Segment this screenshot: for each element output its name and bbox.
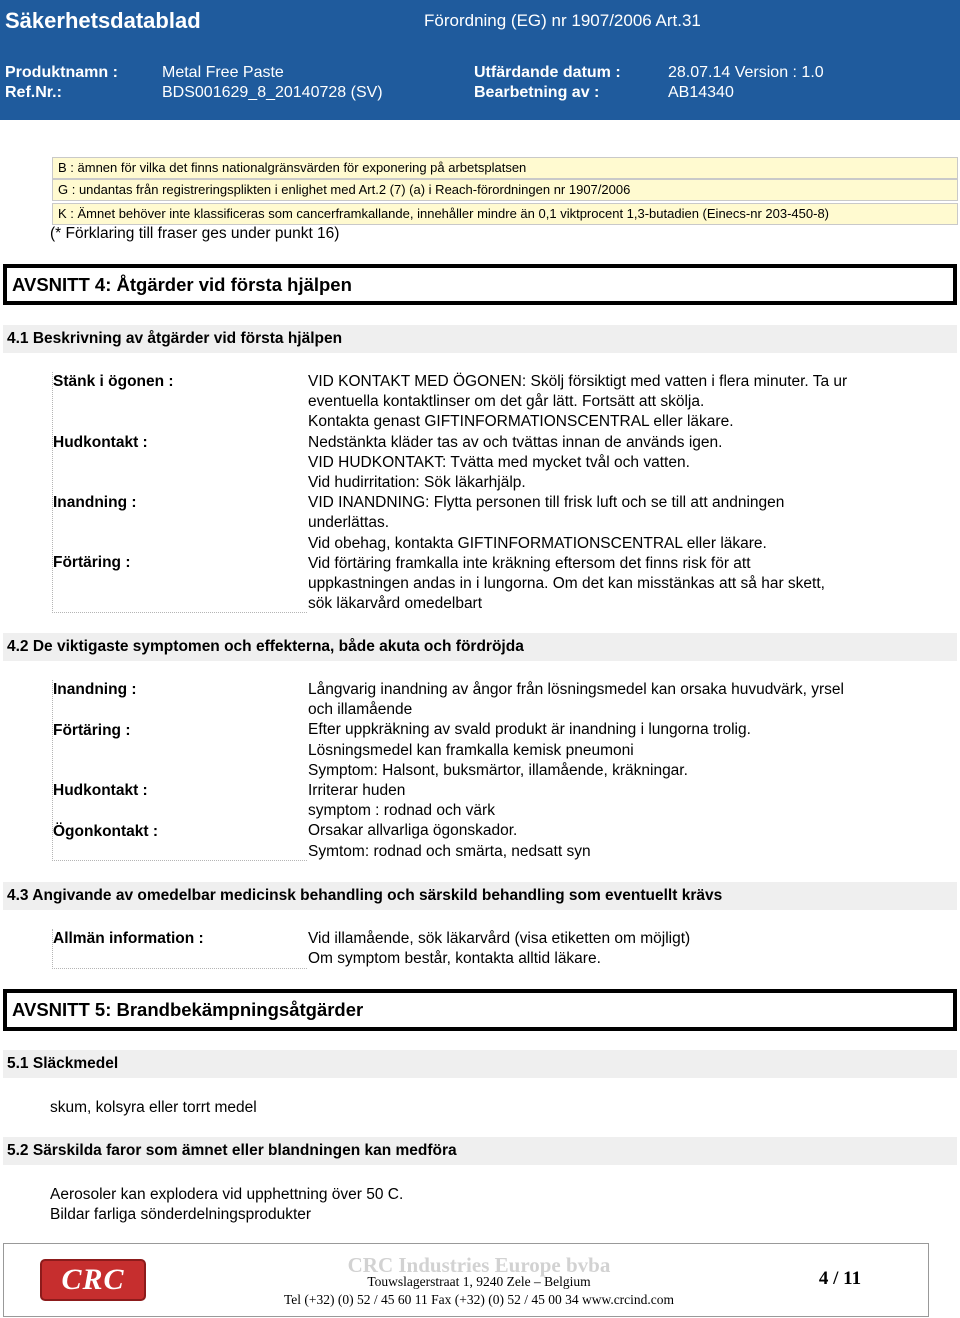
- general-info-label: Allmän information :: [53, 930, 204, 947]
- text-line: sök läkarvård omedelbart: [308, 595, 483, 613]
- company-address: Touwslagerstraat 1, 9240 Zele – Belgium: [367, 1274, 591, 1289]
- subsection-4-2-heading: 4.2 De viktigaste symptomen och effekterna, både akuta och fördröjda: [3, 633, 957, 661]
- skin-contact-label: Hudkontakt :: [53, 434, 148, 451]
- section-4-heading: AVSNITT 4: Åtgärder vid första hjälpen: [3, 264, 957, 305]
- text-line: Symtom: rodnad och smärta, nedsatt syn: [308, 842, 591, 860]
- subsection-4-1-heading: 4.1 Beskrivning av åtgärder vid första hjälpen: [3, 325, 957, 353]
- text-line: Lösningsmedel kan framkalla kemisk pneumoni: [308, 741, 634, 759]
- crc-logo: CRC: [40, 1259, 146, 1301]
- eye-contact-label: Stänk i ögonen :: [53, 373, 174, 390]
- medical-treatment: [308, 929, 690, 969]
- text-line: VID KONTAKT MED ÖGONEN: Skölj försiktigt med vatten i flera minuter. Ta ur: [308, 373, 848, 390]
- document-title: Säkerhetsdatablad: [5, 8, 201, 33]
- legend-note: (* Förklaring till fraser ges under punkt 16): [50, 225, 340, 242]
- text-line: Bildar farliga sönderdelningsprodukter: [50, 1206, 312, 1224]
- product-name-value: Metal Free Paste: [162, 64, 284, 81]
- issue-date-value: 28.07.14 Version : 1.0: [668, 64, 824, 81]
- ingestion-label: Förtäring :: [53, 722, 131, 739]
- skin-contact-label: Hudkontakt :: [53, 782, 148, 799]
- text-line: underlättas.: [308, 514, 389, 532]
- inhalation-label: Inandning :: [53, 681, 137, 698]
- text-line: Aerosoler kan explodera vid upphettning över 50 C.: [50, 1186, 404, 1203]
- text-line: uppkastningen andas in i lungorna. Om det kan misstänkas att så har skett,: [308, 575, 825, 593]
- legend-row: G : undantas från registreringsplikten i enlighet med Art.2 (7) (a) i Reach-förordningen nr 1907/2006: [52, 179, 958, 201]
- text-line: Vid förtäring framkalla inte kräkning eftersom det finns risk för att: [308, 554, 751, 572]
- text-line: Om symptom består, kontakta alltid läkare.: [308, 950, 601, 968]
- text-line: och illamående: [308, 701, 413, 719]
- text-line: Vid obehag, kontakta GIFTINFORMATIONSCENTRAL eller läkare.: [308, 534, 767, 552]
- reference-label: Ref.Nr.:: [5, 84, 62, 101]
- page-number: 4 / 11: [818, 1268, 862, 1289]
- text-line: eventuella kontaktlinser om det går lätt. Fortsätt att skölja.: [308, 393, 705, 411]
- section-5-heading: AVSNITT 5: Brandbekämpningsåtgärder: [3, 989, 957, 1031]
- legend-row: B : ämnen för vilka det finns nationalgränsvärden för exponering på arbetsplatsen: [52, 157, 958, 179]
- text-line: Kontakta genast GIFTINFORMATIONSCENTRAL eller läkare.: [308, 413, 734, 431]
- text-line: VID INANDNING: Flytta personen till frisk luft och se till att andningen: [308, 494, 785, 512]
- general-info-labels: [52, 929, 307, 969]
- first-aid-labels: [52, 372, 307, 613]
- text-line: Efter uppkräkning av svald produkt är inandning i lungorna trolig.: [308, 721, 751, 739]
- text-line: Nedstänkta kläder tas av och tvättas innan de används igen.: [308, 433, 723, 451]
- symptom-labels: [52, 680, 307, 861]
- edited-by-label: Bearbetning av :: [474, 84, 600, 101]
- subsection-5-2-heading: 5.2 Särskilda faror som ämnet eller blandningen kan medföra: [3, 1137, 957, 1165]
- text-line: Vid illamående, sök läkarvård (visa etiketten om möjligt): [308, 930, 691, 947]
- regulation-reference: Förordning (EG) nr 1907/2006 Art.31: [424, 11, 701, 30]
- subsection-4-3-heading: 4.3 Angivande av omedelbar medicinsk behandling och särskild behandling som eventuellt krävs: [3, 882, 957, 910]
- text-line: VID HUDKONTAKT: Tvätta med mycket tvål och vatten.: [308, 453, 690, 471]
- text-line: Långvarig inandning av ångor från lösningsmedel kan orsaka huvudvärk, yrsel: [308, 681, 844, 698]
- text-line: Irriterar huden: [308, 782, 406, 800]
- company-contact: Tel (+32) (0) 52 / 45 60 11 Fax (+32) (0) 52 / 45 00 34 www.crcind.com: [283, 1292, 675, 1307]
- text-line: Orsakar allvarliga ögonskador.: [308, 822, 518, 840]
- product-name-label: Produktnamn :: [5, 64, 118, 81]
- company-name: CRC Industries Europe bvba: [347, 1253, 611, 1277]
- special-hazards: [50, 1185, 403, 1225]
- extinguishing-media: skum, kolsyra eller torrt medel: [50, 1099, 257, 1116]
- text-line: symptom : rodnad och värk: [308, 802, 495, 820]
- text-line: Symptom: Halsont, buksmärtor, illamående, kräkningar.: [308, 761, 688, 779]
- reference-value: BDS001629_8_20140728 (SV): [162, 84, 383, 101]
- symptoms-effects: [308, 680, 844, 862]
- eye-contact-label: Ögonkontakt :: [53, 823, 159, 840]
- issue-date-label: Utfärdande datum :: [474, 64, 621, 81]
- ingestion-label: Förtäring :: [53, 554, 131, 571]
- legend-row: K : Ämnet behöver inte klassificeras som cancerframkallande, innehåller mindre än 0,1 viktprocent 1,3-butadien (Einecs-nr 203-450-8): [52, 203, 958, 225]
- first-aid-measures: [308, 372, 847, 614]
- text-line: Vid hudirritation: Sök läkarhjälp.: [308, 474, 526, 492]
- inhalation-label: Inandning :: [53, 494, 137, 511]
- subsection-5-1-heading: 5.1 Släckmedel: [3, 1050, 957, 1078]
- edited-by-value: AB14340: [668, 84, 734, 101]
